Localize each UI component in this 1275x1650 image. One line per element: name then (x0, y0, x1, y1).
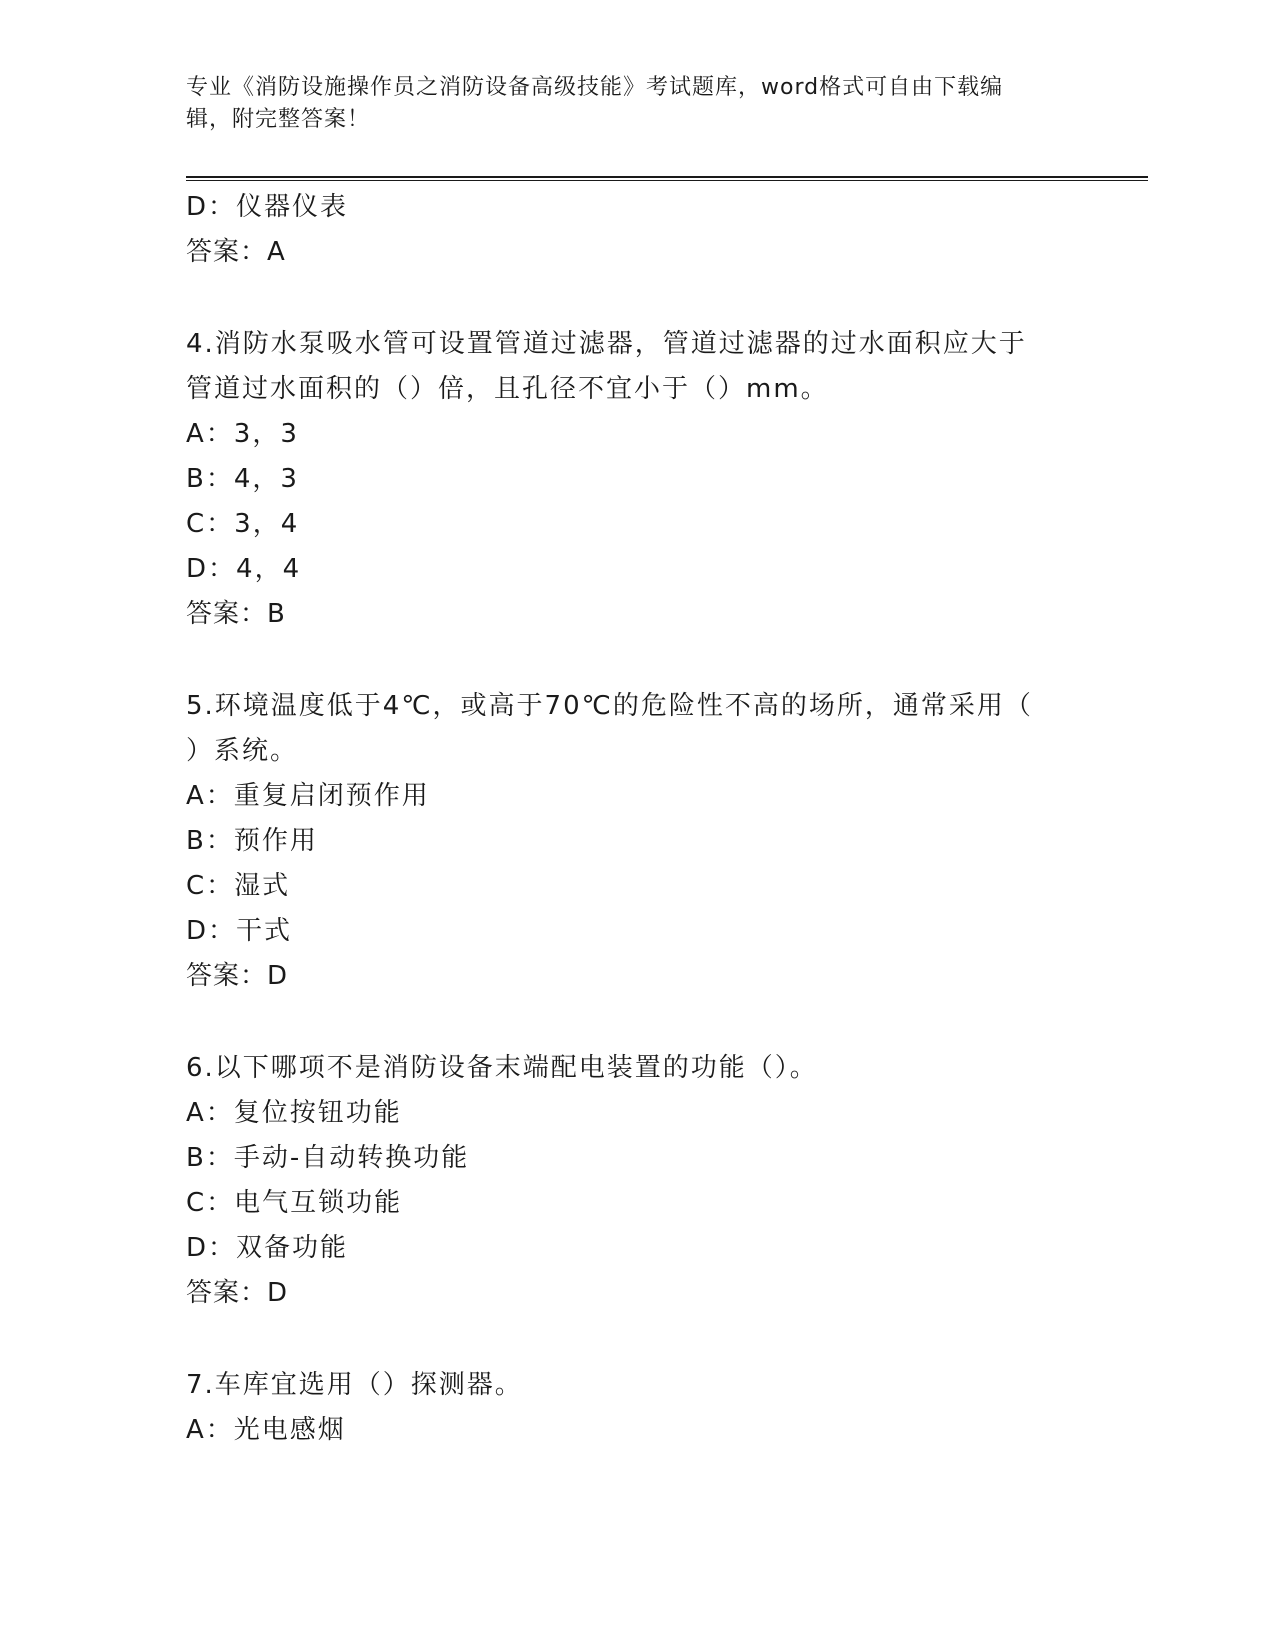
question-4 (186, 322, 1066, 637)
answer-text: 答案：D (186, 961, 289, 991)
header-line-1: 专业《消防设施操作员之消防设备高级技能》考试题库，word格式可自由下载编 (186, 75, 1004, 100)
answer-text: 答案：A (186, 237, 286, 267)
question-stem-line: 4.消防水泵吸水管可设置管道过滤器，管道过滤器的过水面积应大于 (186, 329, 1027, 359)
answer-text: 答案：B (186, 599, 286, 629)
question-list (186, 185, 1066, 1453)
answer-text: 答案：D (186, 1278, 289, 1308)
question-stem-line: 5.环境温度低于4℃，或高于70℃的危险性不高的场所，通常采用（ (186, 691, 1033, 721)
option-a: A：3，3 (186, 419, 299, 449)
option-b: B：预作用 (186, 826, 318, 856)
question-3-tail (186, 185, 1066, 275)
option-a: A：复位按钮功能 (186, 1098, 402, 1128)
option-b: B：4，3 (186, 464, 299, 494)
question-stem-line: ）系统。 (186, 736, 299, 766)
option-d: D：4，4 (186, 554, 302, 584)
question-5 (186, 684, 1066, 999)
question-stem-line: 6.以下哪项不是消防设备末端配电装置的功能（）。 (186, 1053, 818, 1083)
question-7 (186, 1363, 1066, 1453)
option-d: D：仪器仪表 (186, 192, 349, 222)
header-divider (186, 176, 1148, 181)
option-c: C：湿式 (186, 871, 291, 901)
option-b: B：手动-自动转换功能 (186, 1143, 470, 1173)
option-a: A：光电感烟 (186, 1415, 346, 1445)
question-stem-line: 管道过水面积的（）倍，且孔径不宜小于（）mm。 (186, 374, 829, 404)
option-d: D：干式 (186, 916, 293, 946)
document-header (186, 72, 1066, 136)
question-6 (186, 1046, 1066, 1316)
option-c: C：电气互锁功能 (186, 1188, 403, 1218)
option-c: C：3，4 (186, 509, 300, 539)
option-d: D：双备功能 (186, 1233, 349, 1263)
header-line-2: 辑，附完整答案！ (186, 107, 371, 132)
option-a: A：重复启闭预作用 (186, 781, 430, 811)
question-stem-line: 7.车库宜选用（）探测器。 (186, 1370, 523, 1400)
